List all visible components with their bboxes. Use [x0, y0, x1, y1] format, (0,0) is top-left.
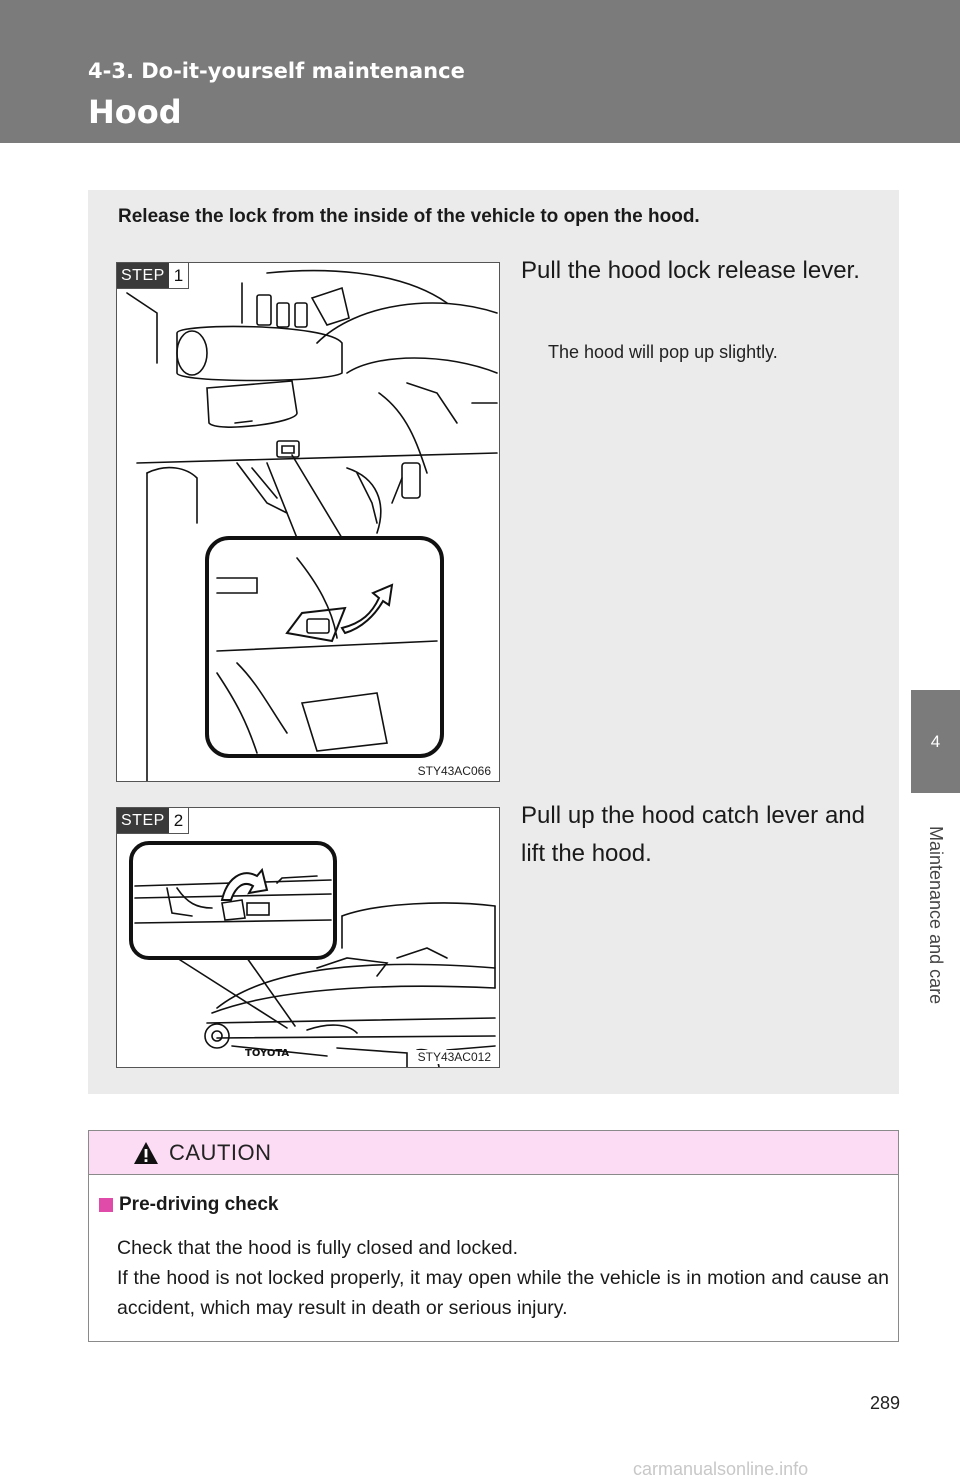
- caution-line: If the hood is not locked properly, it may open while the vehicle is in motion and cause an accident, which may result in death or serious injury.: [117, 1267, 889, 1319]
- step-2-illustration: [116, 807, 500, 1068]
- square-bullet-icon: [99, 1198, 113, 1212]
- watermark: carmanualsonline.info: [633, 1459, 809, 1479]
- caution-body: [117, 1233, 889, 1323]
- hood-lock-release-drawing: [117, 263, 499, 781]
- hood-catch-drawing: [117, 808, 499, 1067]
- step-number: 1: [173, 265, 184, 285]
- toyota-badge: TOYOTA: [245, 1048, 290, 1059]
- figure-code: STY43AC066: [417, 764, 491, 778]
- step-word: STEP: [117, 808, 169, 833]
- step-word: STEP: [117, 263, 169, 288]
- section-label: 4-3. Do-it-yourself maintenance: [88, 59, 465, 83]
- figure-code: STY43AC012: [417, 1050, 491, 1064]
- page-header: [0, 0, 960, 143]
- caution-line: Check that the hood is fully closed and locked.: [117, 1237, 519, 1259]
- warning-icon: [133, 1141, 159, 1165]
- chapter-label: Maintenance and care: [926, 825, 946, 1005]
- intro-text: Release the lock from the inside of the vehicle to open the hood.: [118, 206, 700, 227]
- step-1-illustration: [116, 262, 500, 782]
- chapter-tab[interactable]: [911, 690, 960, 793]
- step-2-text: Pull up the hood catch lever and lift the hood.: [521, 802, 865, 867]
- step-1-note: The hood will pop up slightly.: [548, 342, 778, 362]
- caution-title: CAUTION: [169, 1139, 272, 1165]
- chapter-number: 4: [930, 731, 941, 751]
- caution-header: [89, 1131, 898, 1175]
- step-number: 2: [173, 810, 184, 830]
- caution-subheading: [99, 1194, 278, 1216]
- page-title: Hood: [88, 93, 182, 131]
- caution-box: [88, 1130, 899, 1342]
- page-number: 289: [869, 1393, 900, 1413]
- step-badge: [117, 808, 189, 834]
- step-1-text: Pull the hood lock release lever.: [521, 257, 860, 284]
- caution-subtitle: Pre-driving check: [119, 1194, 279, 1215]
- step-badge: [117, 263, 189, 289]
